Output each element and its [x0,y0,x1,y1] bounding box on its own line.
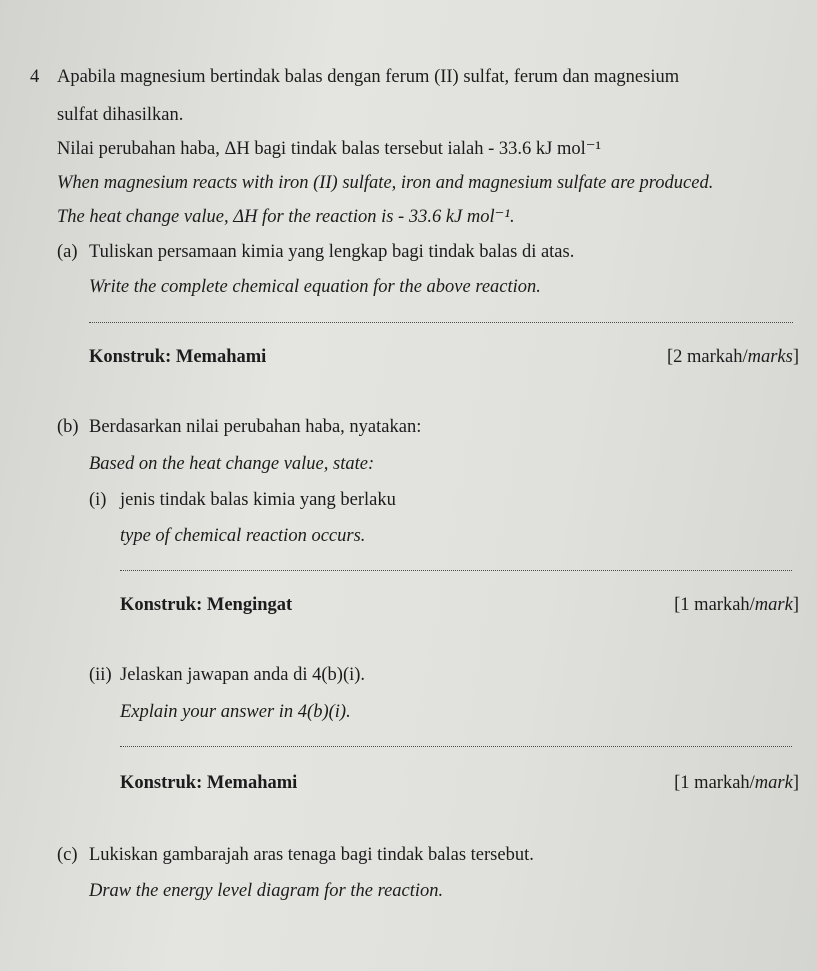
part-b-label: (b) [57,417,79,437]
part-b-i-answer-line[interactable] [120,570,792,571]
part-b-ii-construct: Konstruk: Memahami [120,773,298,793]
question-number: 4 [30,67,40,87]
part-b-i-marks: [1 markah/mark] [674,595,799,615]
part-b-ii-english: Explain your answer in 4(b)(i). [120,702,351,722]
part-c-malay: Lukiskan gambarajah aras tenaga bagi tindak balas tersebut. [89,845,534,865]
part-c-english: Draw the energy level diagram for the reaction. [89,881,444,901]
part-b-english: Based on the heat change value, state: [89,454,375,474]
part-b-ii-marks: [1 markah/mark] [674,773,799,793]
intro-english: When magnesium reacts with iron (II) sulfate, iron and magnesium sulfate are produced. [57,173,714,193]
part-b-ii-malay: Jelaskan jawapan anda di 4(b)(i). [120,665,366,685]
part-a-label: (a) [57,242,78,262]
part-b-i-construct: Konstruk: Mengingat [120,595,293,615]
part-a-malay: Tuliskan persamaan kimia yang lengkap bagi tindak balas di atas. [89,242,575,262]
part-a-answer-line[interactable] [89,322,793,323]
part-b-ii-label: (ii) [89,665,112,685]
part-b-malay: Berdasarkan nilai perubahan haba, nyatakan: [89,417,422,437]
intro-malay-line-1: Apabila magnesium bertindak balas dengan ferum (II) sulfat, ferum dan magnesium [57,67,680,87]
heat-change-english: The heat change value, ΔH for the reaction is - 33.6 kJ mol⁻¹. [57,207,515,227]
intro-malay-line-2: sulfat dihasilkan. [57,105,184,125]
heat-change-malay: Nilai perubahan haba, ΔH bagi tindak balas tersebut ialah - 33.6 kJ mol⁻¹ [57,139,602,159]
part-b-i-label: (i) [89,490,107,510]
part-b-i-english: type of chemical reaction occurs. [120,526,366,546]
part-b-i-malay: jenis tindak balas kimia yang berlaku [120,490,396,510]
part-a-construct: Konstruk: Memahami [89,347,267,367]
part-b-ii-answer-line[interactable] [120,746,792,747]
part-a-marks: [2 markah/marks] [666,347,799,367]
part-c-label: (c) [57,845,78,865]
part-a-english: Write the complete chemical equation for the above reaction. [89,277,541,297]
